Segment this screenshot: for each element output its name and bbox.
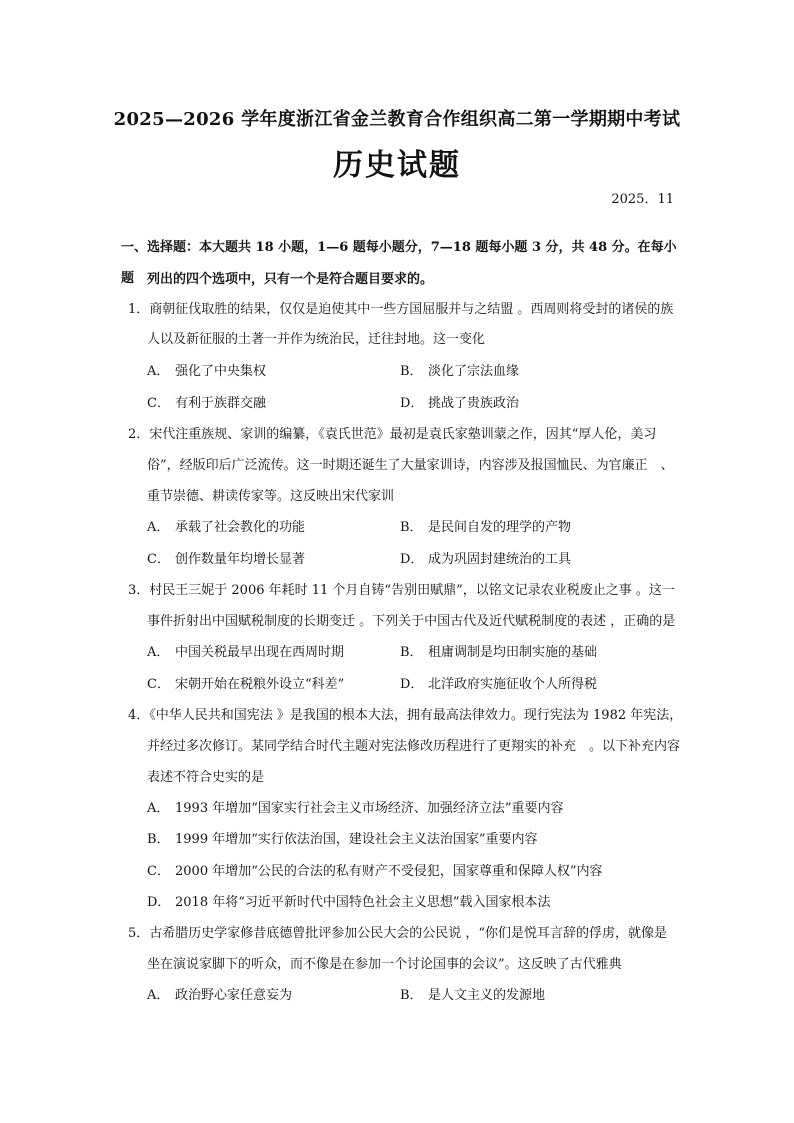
option-text: 淡化了宗法血缘 — [428, 364, 520, 379]
q1-option-a[interactable] — [147, 362, 266, 382]
q1-option-b[interactable] — [400, 362, 519, 382]
option-text: 宋朝开始在税粮外设立“科差” — [175, 677, 345, 692]
q4-option-b[interactable] — [147, 830, 538, 850]
question-4-line-1: 4．《中华人民共和国宪法 》是我国的根本大法，拥有最高法律效力。现行宪法为 1982 年宪法， — [128, 708, 683, 723]
option-text: 政治野心家任意妄为 — [175, 988, 293, 1003]
option-text: 2018 年将“习近平新时代中国特色社会主义思想”载入国家根本法 — [175, 895, 551, 910]
question-2-line-1: 2．宋代注重族规、家训的编纂，《袁氏世范》最初是袁氏家塾训蒙之作，因其“厚人伦，美习 — [128, 427, 657, 442]
option-letter: C． — [147, 864, 170, 879]
question-5-line-1: 5．古希腊历史学家修昔底德曾批评参加公民大会的公民说 ，“你们是悦耳言辞的俘虏，就像是 — [128, 926, 668, 941]
option-letter: D． — [400, 677, 424, 692]
option-text: 是民间自发的理学的产物 — [428, 520, 572, 535]
q1-option-d[interactable] — [400, 394, 519, 414]
option-letter: B． — [400, 988, 423, 1003]
option-text: 1999 年增加“实行依法治国，建设社会主义法治国家”重要内容 — [175, 832, 538, 847]
option-letter: D． — [147, 895, 171, 910]
option-letter: A． — [147, 645, 170, 660]
exam-date: 2025．11 — [611, 192, 674, 207]
option-text: 承载了社会教化的功能 — [175, 520, 306, 535]
q5-option-b[interactable] — [400, 986, 545, 1006]
q1-option-c[interactable] — [147, 394, 266, 414]
option-text: 强化了中央集权 — [175, 364, 267, 379]
option-letter: B． — [400, 364, 423, 379]
option-text: 挑战了贵族政治 — [428, 396, 520, 411]
option-text: 创作数量年均增长显著 — [175, 552, 306, 567]
option-letter: C． — [147, 552, 170, 567]
q3-option-c[interactable] — [147, 675, 344, 695]
q4-option-d[interactable] — [147, 893, 551, 913]
option-text: 是人文主义的发源地 — [428, 988, 546, 1003]
q4-option-c[interactable] — [147, 862, 603, 882]
question-4-line-2: 并经过多次修订。某同学结合时代主题对宪法修改历程进行了更翔实的补充 。以下补充内容 — [147, 739, 681, 754]
question-1-line-1: 1．商朝征伐取胜的结果，仅仅是迫使其中一些方国屈服并与之结盟 。西周则将受封的诸侯的族 — [128, 302, 674, 317]
question-1-line-2: 人以及新征服的土著一并作为统治民，迁往封地。这一变化 — [147, 332, 486, 347]
question-4-line-3: 表述不符合史实的是 — [147, 770, 265, 785]
option-letter: C． — [147, 396, 170, 411]
q4-option-a[interactable] — [147, 799, 564, 819]
option-letter: A． — [147, 520, 170, 535]
option-text: 1993 年增加“国家实行社会主义市场经济、加强经济立法”重要内容 — [175, 801, 564, 816]
option-text: 2000 年增加“公民的合法的私有财产不受侵犯，国家尊重和保障人权”内容 — [175, 864, 603, 879]
option-letter: C． — [147, 677, 170, 692]
q2-option-c[interactable] — [147, 550, 305, 570]
option-letter: B． — [147, 832, 170, 847]
option-letter: A． — [147, 364, 170, 379]
option-text: 中国关税最早出现在西周时期 — [175, 645, 345, 660]
question-5-line-2: 坐在演说家脚下的听众，而不像是在参加一个讨论国事的会议”。这反映了古代雅典 — [147, 957, 622, 972]
option-letter: A． — [147, 801, 170, 816]
question-2-line-3: 重节崇德、耕读传家等。这反映出宋代家训 — [147, 489, 395, 504]
option-text: 成为巩固封建统治的工具 — [428, 552, 572, 567]
question-3-line-2: 事件折射出中国赋税制度的长期变迁 。下列关于中国古代及近代赋税制度的表述 ，正确的是 — [147, 614, 676, 629]
section-instructions-line-1: 一、选择题：本大题共 18 小题，1—6 题每小题分，7—18 题每小题 3 分，共 48 分。在每小题 — [121, 240, 677, 286]
subject-title: 历史试题 — [333, 148, 461, 183]
section-instructions-line-2: 列出的四个选项中，只有一个是符合题目要求的。 — [147, 272, 434, 287]
q3-option-d[interactable] — [400, 675, 597, 695]
option-letter: A． — [147, 988, 170, 1003]
q3-option-b[interactable] — [400, 643, 597, 663]
option-letter: B． — [400, 520, 423, 535]
option-letter: B． — [400, 645, 423, 660]
option-letter: D． — [400, 396, 424, 411]
option-letter: D． — [400, 552, 424, 567]
q2-option-d[interactable] — [400, 550, 571, 570]
q3-option-a[interactable] — [147, 643, 344, 663]
q2-option-b[interactable] — [400, 518, 571, 538]
q2-option-a[interactable] — [147, 518, 305, 538]
question-3-line-1: 3．村民王三妮于 2006 年耗时 11 个月自铸“告别田赋鼎”，以铭文记录农业税废止之事 。这一 — [128, 583, 675, 598]
option-text: 有利于族群交融 — [175, 396, 267, 411]
option-text: 北洋政府实施征收个人所得税 — [428, 677, 598, 692]
q5-option-a[interactable] — [147, 986, 292, 1006]
option-text: 租庸调制是均田制实施的基础 — [428, 645, 598, 660]
question-2-line-2: 俗”，经版印后广泛流传。这一时期还诞生了大量家训诗，内容涉及报国恤民、为官廉正 、 — [147, 458, 674, 473]
exam-title: 2025—2026 学年度浙江省金兰教育合作组织高二第一学期期中考试 — [113, 109, 681, 130]
